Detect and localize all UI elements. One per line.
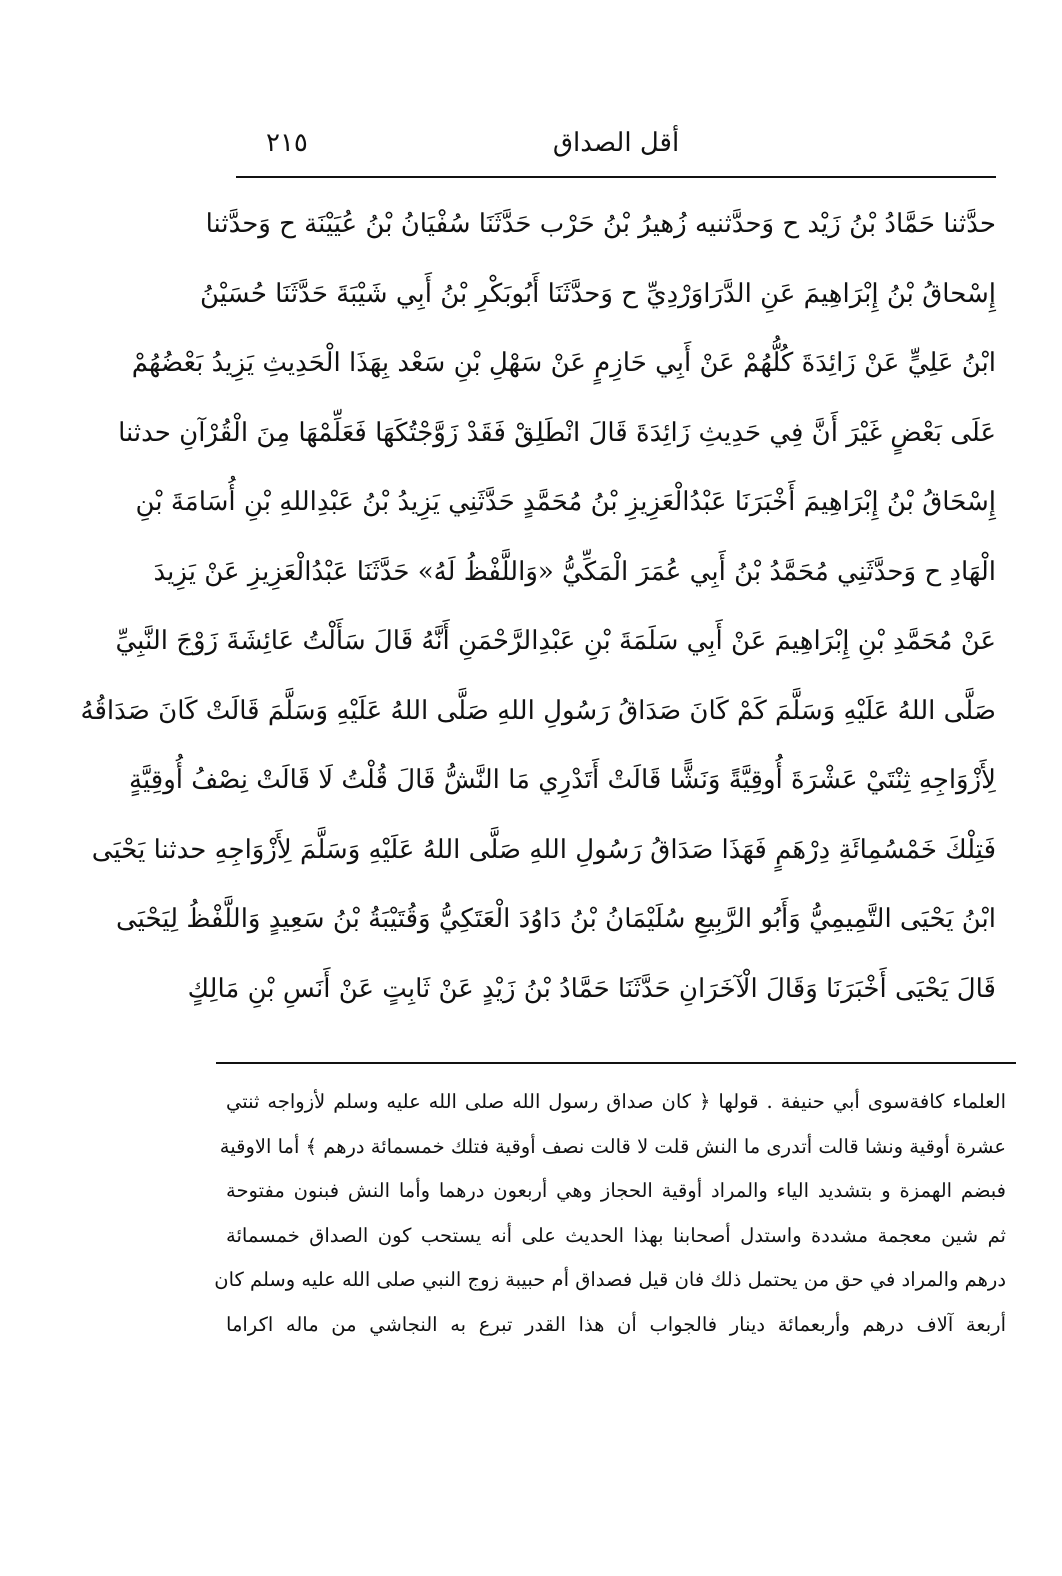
page-header <box>236 128 996 168</box>
commentary-line: ثم شين معجمة مشددة واستدل أصحابنا بهذا الحديث على أنه يستحب كون الصداق خمسمائة <box>226 1223 1006 1247</box>
commentary-line: العلماء كافةسوى أبي حنيفة . قولها ﴿ كان صداق رسول الله صلى الله عليه وسلم لأزواجه ثنتي <box>226 1090 1006 1113</box>
header-rule <box>236 176 996 178</box>
commentary-text <box>214 1080 1006 1347</box>
commentary-line: أربعة آلاف درهم وأربعمائة دينار فالجواب أن هذا القدر تبرع به النجاشي من ماله اكراما <box>226 1312 1006 1336</box>
text-line: لِأَزْوَاجِهِ ثِنْتَيْ عَشْرَةَ أُوقِيَّةً وَنَشًّا قَالَتْ أَتَدْرِي مَا النَّشُّ قَالَ قُلْتُ لَا قَالَتْ نِصْفُ أُوقِيَّةٍ <box>129 765 996 795</box>
commentary-rule <box>216 1062 1016 1064</box>
text-line: إِسْحَاقُ بْنُ إِبْرَاهِيمَ أَخْبَرَنَا عَبْدُالْعَزِيزِ بْنُ مُحَمَّدٍ حَدَّثَنِي يَزِيدُ بْنُ عَبْدِاللهِ بْنِ أُسَامَةَ بْنِ <box>135 487 996 517</box>
text-line: ابْنُ عَلِيٍّ عَنْ زَائِدَةَ كُلُّهُمْ عَنْ أَبِي حَازِمٍ عَنْ سَهْلِ بْنِ سَعْد بِهَذَا الْحَدِيثِ يَزِيدُ بَعْضُهُمْ <box>131 348 996 378</box>
text-line: إِسْحاقُ بْنُ إِبْرَاهِيمَ عَنِ الدَّرَاوَرْدِيِّ ح وَحدَّثَنَا أَبُوبَكْرِ بْنُ أَبِي شَيْبَةَ حَدَّثَنَا حُسَيْنُ <box>200 278 996 309</box>
commentary-line: درهم والمراد في حق من يحتمل ذلك فان قيل فصداق أم حبيبة زوج النبي صلى الله عليه وسلم كان <box>214 1268 1006 1291</box>
text-line: فَتِلْكَ خَمْسُمِائَةِ دِرْهَمٍ فَهَذَا صَدَاقُ رَسُولِ اللهِ صَلَّى اللهُ عَلَيْهِ وَسَلَّمَ لِأَزْوَاجِهِ حدثنا يَحْيَى <box>91 834 996 865</box>
text-line: صَلَّى اللهُ عَلَيْهِ وَسَلَّمَ كَمْ كَانَ صَدَاقُ رَسُولِ اللهِ صَلَّى اللهُ عَلَيْهِ وَسَلَّمَ قَالَتْ كَانَ صَدَاقُهُ <box>80 695 996 726</box>
text-line: الْهَادِ ح وَحدَّثَنِي مُحَمَّدُ بْنُ أَبِي عُمَرَ الْمَكِّيُّ «وَاللَّفْظُ لَهُ» حَدَّثَنَا عَبْدُالْعَزِيزِ عَنْ يَزِيدَ <box>153 556 996 587</box>
page-number: ٢١٥ <box>266 128 308 158</box>
hadith-text <box>80 190 996 1024</box>
text-line: ابْنُ يَحْيَى التَّمِيمِيُّ وَأَبُو الرَّبِيعِ سُلَيْمَانُ بْنُ دَاوُدَ الْعَتَكِيُّ وَقُتَيْبَةُ بْنُ سَعِيدٍ وَاللَّفْظُ لِيَحْيَى <box>116 904 996 934</box>
text-line: عَنْ مُحَمَّدِ بْنِ إِبْرَاهِيمَ عَنْ أَبِي سَلَمَةَ بْنِ عَبْدِالرَّحْمَنِ أَنَّهُ قَالَ سَأَلْتُ عَائِشَةَ زَوْجَ النَّبِيِّ <box>115 626 996 656</box>
text-line: عَلَى بَعْضٍ غَيْرَ أَنَّ فِي حَدِيثِ زَائِدَةَ قَالَ انْطَلِقْ فَقَدْ زَوَّجْتُكَهَا فَعَلِّمْهَا مِنَ الْقُرْآنِ حدثنا <box>118 417 996 448</box>
commentary-line: عشرة أوقية ونشا قالت أتدرى ما النش قلت لا قالت نصف أوقية فتلك خمسمائة درهم ﴾ أما الاوقية <box>219 1134 1006 1158</box>
chapter-title: أقل الصداق <box>552 128 680 158</box>
text-line: قَالَ يَحْيَى أَخْبَرَنَا وَقَالَ الْآخَرَانِ حَدَّثَنَا حَمَّادُ بْنُ زَيْدٍ عَنْ ثَابِتٍ عَنْ أَنَسِ بْنِ مَالِكٍ <box>187 973 996 1004</box>
commentary-line: فبضم الهمزة و بتشديد الياء والمراد أوقية الحجاز وهي أربعون درهما وأما النش فبنون مفتوحة <box>226 1179 1006 1202</box>
text-line: حدَّثنا حَمَّادُ بْنُ زَيْد ح وَحدَّثنيه زُهيرُ بْنُ حَرْب حَدَّثَنَا سُفْيَانُ بْنُ عُيَيْنَة ح وَحدَّثنا <box>205 209 996 239</box>
